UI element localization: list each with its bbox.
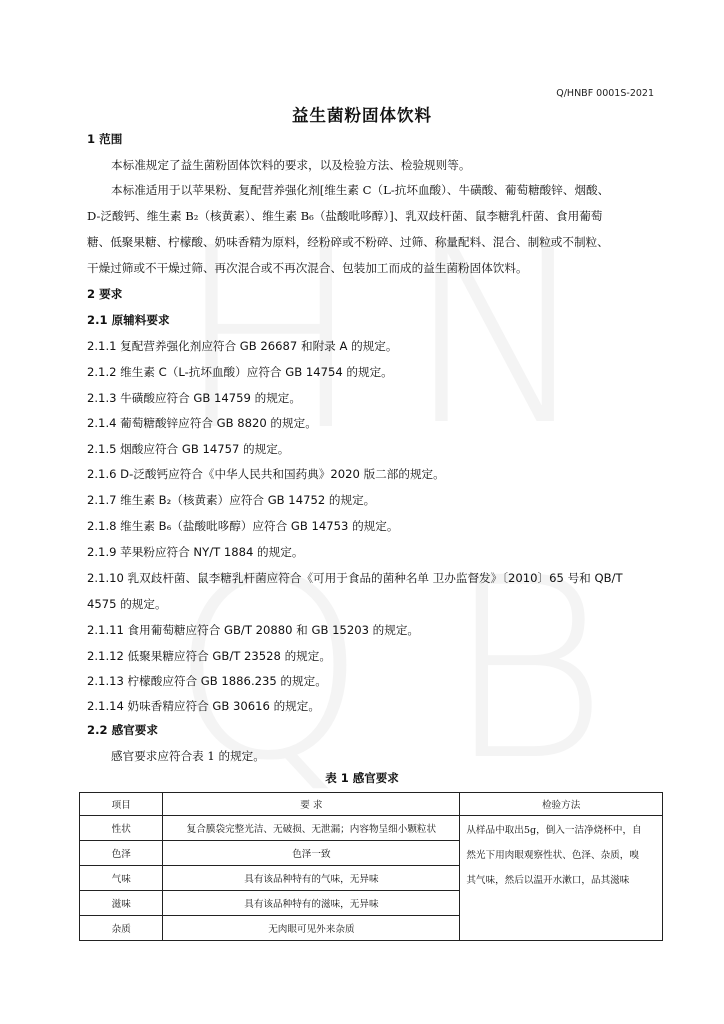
section-1-paragraph-2-line-4: 干燥过筛或不干燥过筛、再次混合或不再次混合、包装加工而成的益生菌粉固体饮料。 — [87, 261, 528, 275]
table-header-row — [80, 793, 663, 816]
requirement-item: 2.1.10 乳双歧杆菌、鼠李糖乳杆菌应符合《可用于食品的菌种名单 卫办监督发》〔2010〕65 号和 QB/T — [87, 571, 623, 585]
test-method-cell — [460, 816, 663, 941]
column-header-test-method: 检验方法 — [460, 793, 663, 816]
requirement-item: 2.1.5 烟酸应符合 GB 14757 的规定。 — [87, 442, 290, 456]
requirement-item: 2.1.12 低聚果糖应符合 GB/T 23528 的规定。 — [87, 649, 331, 663]
standard-code: Q/HNBF 0001S-2021 — [556, 88, 654, 99]
requirement-item: 2.1.14 奶味香精应符合 GB 30616 的规定。 — [87, 699, 320, 713]
test-method-line: 其气味，然后以温开水漱口，品其滋味 — [466, 875, 630, 886]
table-row — [80, 816, 663, 841]
section-2-2-paragraph: 感官要求应符合表 1 的规定。 — [111, 749, 265, 763]
requirement-item: 2.1.4 葡萄糖酸锌应符合 GB 8820 的规定。 — [87, 416, 317, 430]
row-item-cell: 滋味 — [80, 891, 163, 916]
requirement-item: 2.1.13 柠檬酸应符合 GB 1886.235 的规定。 — [87, 674, 327, 688]
document-title: 益生菌粉固体饮料 — [292, 106, 432, 125]
requirement-item-continuation: 4575 的规定。 — [87, 597, 167, 611]
row-requirement-cell: 色泽一致 — [163, 841, 460, 866]
requirement-item: 2.1.1 复配营养强化剂应符合 GB 26687 和附录 A 的规定。 — [87, 339, 398, 353]
requirement-item: 2.1.7 维生素 B₂（核黄素）应符合 GB 14752 的规定。 — [87, 493, 376, 507]
section-2-2-heading: 2.2 感官要求 — [87, 723, 158, 737]
section-2-1-heading: 2.1 原辅料要求 — [87, 313, 170, 327]
row-item-cell: 气味 — [80, 866, 163, 891]
section-1-paragraph-2-line-2: D-泛酸钙、维生素 B₂（核黄素）、维生素 B₆（盐酸吡哆醇）]、乳双歧杆菌、鼠李糖乳杆菌、食用葡萄 — [87, 209, 603, 223]
table-caption: 表 1 感官要求 — [325, 771, 399, 785]
row-requirement-cell: 复合膜袋完整光洁、无破损、无泄漏；内容物呈细小颗粒状 — [163, 816, 460, 841]
section-1-paragraph-2-line-3: 糖、低聚果糖、柠檬酸、奶味香精为原料，经粉碎或不粉碎、过筛、称量配料、混合、制粒或不制粒、 — [87, 235, 609, 249]
section-1-paragraph-2-line-1: 本标准适用于以苹果粉、复配营养强化剂[维生素 C（L-抗坏血酸）、牛磺酸、葡萄糖酸锌、烟酸、 — [111, 183, 610, 197]
section-2-heading: 2 要求 — [87, 287, 123, 301]
test-method-line: 从样品中取出5g，倒入一洁净烧杯中，自 — [466, 825, 642, 836]
section-1-paragraph-1: 本标准规定了益生菌粉固体饮料的要求，以及检验方法、检验规则等。 — [111, 158, 471, 172]
requirement-item: 2.1.8 维生素 B₆（盐酸吡哆醇）应符合 GB 14753 的规定。 — [87, 519, 399, 533]
requirement-item: 2.1.3 牛磺酸应符合 GB 14759 的规定。 — [87, 391, 301, 405]
section-1-heading: 1 范围 — [87, 132, 123, 146]
sensory-requirements-table — [79, 792, 663, 941]
column-header-item: 项目 — [80, 793, 163, 816]
requirement-item: 2.1.9 苹果粉应符合 NY/T 1884 的规定。 — [87, 545, 304, 559]
requirement-item: 2.1.11 食用葡萄糖应符合 GB/T 20880 和 GB 15203 的规定。 — [87, 623, 420, 637]
row-item-cell: 性状 — [80, 816, 163, 841]
row-item-cell: 色泽 — [80, 841, 163, 866]
row-requirement-cell: 无肉眼可见外来杂质 — [163, 916, 460, 941]
requirement-item: 2.1.6 D-泛酸钙应符合《中华人民共和国药典》2020 版二部的规定。 — [87, 467, 445, 481]
row-requirement-cell: 具有该品种特有的气味，无异味 — [163, 866, 460, 891]
test-method-line: 然光下用肉眼观察性状、色泽、杂质，嗅 — [466, 850, 639, 861]
column-header-requirement: 要 求 — [163, 793, 460, 816]
requirement-item: 2.1.2 维生素 C（L-抗坏血酸）应符合 GB 14754 的规定。 — [87, 365, 393, 379]
row-requirement-cell: 具有该品种特有的滋味，无异味 — [163, 891, 460, 916]
row-item-cell: 杂质 — [80, 916, 163, 941]
